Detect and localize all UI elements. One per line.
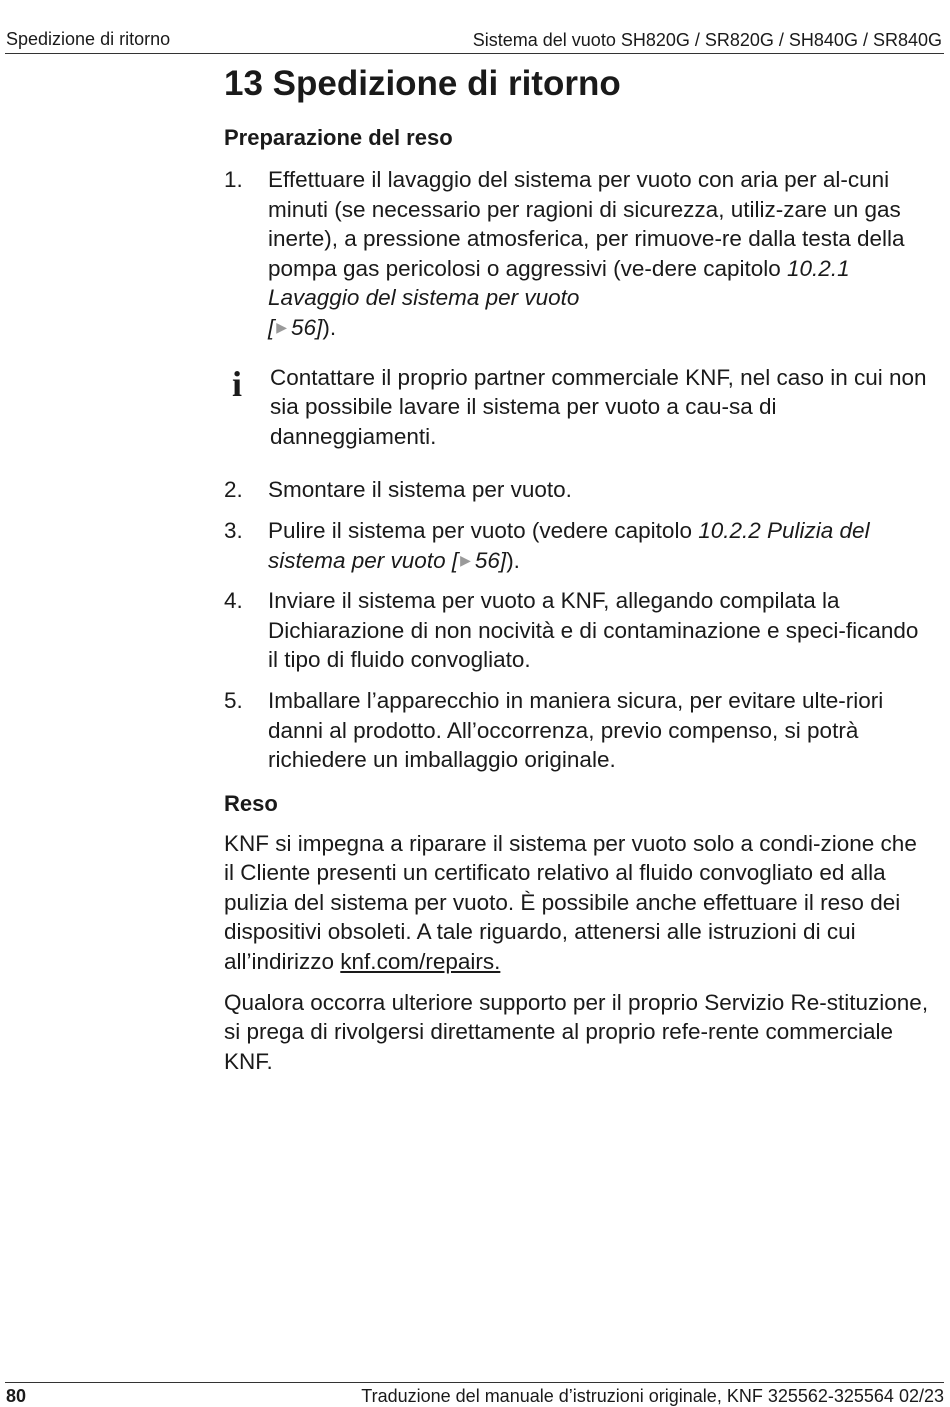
step-text-end: ). bbox=[506, 547, 520, 573]
steps-list bbox=[224, 165, 932, 343]
reso-paragraph bbox=[224, 829, 932, 977]
step-text: Pulire il sistema per vuoto (vedere capitolo bbox=[268, 517, 699, 543]
page-arrow-icon: ▶ bbox=[276, 318, 288, 335]
chapter-reference-link[interactable]: 10.2.1 Lavaggio del sistema per vuoto bbox=[268, 255, 850, 311]
page-arrow-icon: ▶ bbox=[460, 551, 471, 568]
chapter-title: 13 Spedizione di ritorno bbox=[224, 64, 621, 103]
step-number: 2. bbox=[224, 477, 243, 503]
page-reference-open: [ bbox=[451, 547, 459, 573]
section-heading-reso: Reso bbox=[224, 790, 278, 816]
step-item bbox=[224, 516, 932, 575]
page-reference-link[interactable]: 56] bbox=[474, 547, 507, 573]
info-note-text: Contattare il proprio partner commerciale KNF, nel caso in cui non sia possibile lavare il sistema per vuoto a cau-sa di danneggiamenti. bbox=[270, 364, 927, 449]
page-reference-open: [ bbox=[268, 314, 275, 340]
step-item bbox=[224, 586, 932, 675]
step-number: 5. bbox=[224, 687, 243, 713]
info-note bbox=[224, 363, 932, 452]
step-item bbox=[224, 165, 932, 343]
section-heading-preparation: Preparazione del reso bbox=[224, 125, 453, 150]
info-icon: i bbox=[232, 363, 243, 404]
header-product-title: Sistema del vuoto SH820G / SR820G / SH840G / SR840G bbox=[472, 30, 942, 50]
step-number: 1. bbox=[224, 167, 243, 192]
step-item bbox=[224, 475, 932, 505]
step-number: 3. bbox=[224, 517, 243, 543]
page-number: 80 bbox=[6, 1386, 27, 1406]
step-text: Imballare l’apparecchio in maniera sicura, per evitare ulte-riori danni al prodotto. All’occorrenza, previo compenso, si potrà richiedere un imballaggio originale. bbox=[268, 687, 884, 773]
header-section-title: Spedizione di ritorno bbox=[6, 29, 171, 49]
page-reference-link[interactable]: 56] bbox=[291, 314, 323, 340]
step-item bbox=[224, 686, 932, 775]
header-divider bbox=[5, 53, 944, 54]
step-text-end: ). bbox=[322, 314, 337, 340]
chapter-reference-link[interactable]: 10.2.2 Pulizia del sistema per vuoto bbox=[268, 517, 870, 573]
reso-paragraph-text: KNF si impegna a riparare il sistema per vuoto solo a condi-zione che il Cliente presenti un certificato relativo al fluido convogliato ed alla pulizia del sistema per vuoto. È possibile anche effettuare il reso dei dispositivi obsoleti. A tale riguardo, attenersi alle istruzioni di cui all’indirizzo bbox=[224, 830, 917, 975]
footer-document-info: Traduzione del manuale d’istruzioni originale, KNF 325562-325564 02/23 bbox=[361, 1386, 944, 1406]
footer-divider bbox=[5, 1382, 944, 1383]
step-number: 4. bbox=[224, 588, 243, 614]
step-text: Inviare il sistema per vuoto a KNF, allegando compilata la Dichiarazione di non nocività e di contaminazione e speci-ficando il tipo di fluido convogliato. bbox=[268, 588, 919, 673]
step-text: Effettuare il lavaggio del sistema per vuoto con aria per al-cuni minuti (se necessario per ragioni di sicurezza, utiliz-zare un gas inerte), a pressione atmosferica, per rimuove-re dalla testa della pompa gas pericolosi o aggressivi (ve-dere capitolo bbox=[268, 167, 905, 281]
steps-list-continued bbox=[224, 475, 932, 774]
repairs-link[interactable]: knf.com/repairs. bbox=[340, 949, 501, 975]
page-content bbox=[224, 62, 932, 1076]
step-text: Smontare il sistema per vuoto. bbox=[268, 477, 572, 503]
support-paragraph: Qualora occorra ulteriore supporto per il proprio Servizio Re-stituzione, si prega di rivolgersi direttamente al proprio refe-rente commerciale KNF. bbox=[224, 989, 929, 1074]
